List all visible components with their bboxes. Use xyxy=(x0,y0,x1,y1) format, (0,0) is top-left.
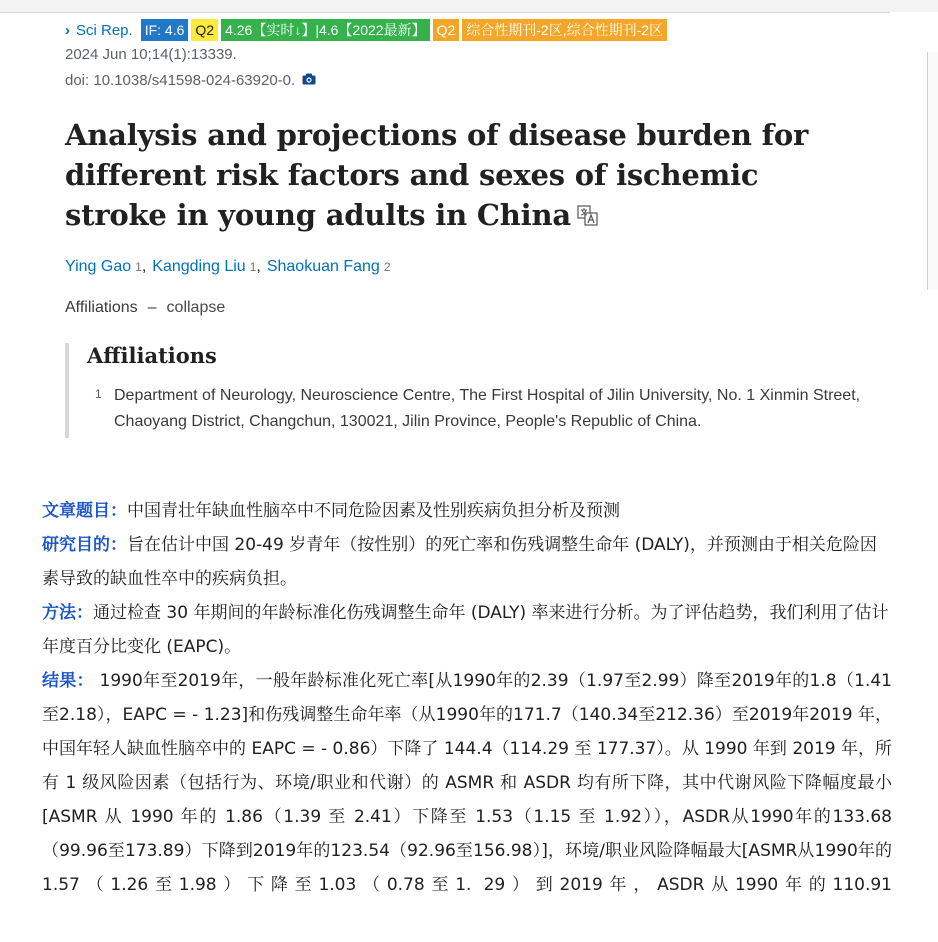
camera-icon[interactable] xyxy=(302,72,316,89)
quartile-badge[interactable]: Q2 xyxy=(191,19,218,41)
browser-top-strip xyxy=(0,0,890,13)
affiliation-text: Department of Neurology, Neuroscience Centre, The First Hospital of Jilin University, No. 1 Xinmin Street, Chaoyang District, Changchun, 130021, Jilin Province, People's Republic of China. xyxy=(114,387,861,430)
affiliation-number: 1 xyxy=(95,387,102,401)
author-separator: , xyxy=(141,258,147,275)
translation-result-text: 1990年至2019年，一般年龄标准化死亡率[从1990年的2.39（1.97至2.99）降至2019年的1.8（1.41至2.18），EAPC = - 1.23]和伤残调整生命年率（从1990年的171.7（140.34至212.36）至2019年2019 年，中国年轻人缺血性脑卒中的 EAPC = - 0.86）下降了 144.4（114.29 至 177.37）。从 1990 年到 2019 年，所有 1 级风险因素（包括行为、环境/职业和代谢）的 ASMR 和 ASDR 均有所下降，其中代谢风险下降幅度最小 [ASMR 从 1990 年的 1.86（1.39 至 2.41）下降至 1.53（1.15 至 1.92）），ASDR从1990年的133.68（99.96至173.89）下降到2019年的123.54（92.96至156.98）]，环境/职业风险降幅最大[ASMR从1990年的1.57（1.26至1.98）下降至1.03（0.78至1. 29）到2019年，ASDR从1990年的110.91 xyxy=(42,671,892,895)
translation-title-label: 文章题目： xyxy=(42,501,127,521)
citation-bar xyxy=(65,18,670,42)
toggle-dash: – xyxy=(147,299,157,316)
translation-result-label: 结果： xyxy=(42,671,94,691)
author-affiliation-sup[interactable]: 1 xyxy=(135,260,142,274)
translation-title xyxy=(42,494,892,528)
journal-zone-badge[interactable]: 综合性期刊-2区,综合性期刊-2区 xyxy=(462,19,667,41)
affiliations-panel xyxy=(65,343,869,438)
doi-line xyxy=(65,72,316,89)
browser-top-strip-right xyxy=(890,0,938,12)
author-separator: , xyxy=(256,258,261,275)
collapse-link[interactable]: collapse xyxy=(166,299,226,316)
author-affiliation-sup[interactable]: 1 xyxy=(249,260,257,274)
translation-title-text: 中国青壮年缺血性脑卒中不同危险因素及性别疾病负担分析及预测 xyxy=(127,501,620,521)
author-link[interactable]: Shaokuan Fang xyxy=(266,258,380,275)
translation-method xyxy=(42,596,892,664)
translate-icon[interactable] xyxy=(577,197,599,237)
author-list xyxy=(65,258,391,276)
translation-result xyxy=(42,664,892,902)
quartile-badge-2[interactable]: Q2 xyxy=(433,19,460,41)
author-link[interactable]: Kangding Liu xyxy=(152,258,246,275)
affiliations-toggle-label: Affiliations xyxy=(65,299,138,316)
author-link[interactable]: Ying Gao xyxy=(65,258,132,275)
article-title-text: Analysis and projections of disease burden for different risk factors and sexes of ischemic stroke in young adults in China xyxy=(65,118,809,232)
translation-purpose-text: 旨在估计中国 20-49 岁青年（按性别）的死亡率和伤残调整生命年 (DALY)，并预测由于相关危险因素导致的缺血性卒中的疾病负担。 xyxy=(42,535,877,589)
article-title xyxy=(65,115,865,237)
author-affiliation-sup[interactable]: 2 xyxy=(383,260,391,274)
side-scroll-panel[interactable] xyxy=(927,52,938,290)
chevron-right-icon[interactable]: › xyxy=(65,21,70,39)
journal-link[interactable]: Sci Rep. xyxy=(76,21,133,39)
translation-purpose xyxy=(42,528,892,596)
translation-purpose-label: 研究目的： xyxy=(42,535,127,555)
publication-date: 2024 Jun 10;14(1):13339. xyxy=(65,46,237,63)
cas-score-badge[interactable]: 4.26【实时↓】|4.6【2022最新】 xyxy=(221,19,430,41)
translation-method-label: 方法： xyxy=(42,603,93,623)
affiliations-toggle[interactable] xyxy=(65,299,225,317)
affiliations-heading: Affiliations xyxy=(87,343,217,368)
doi-text[interactable]: doi: 10.1038/s41598-024-63920-0. xyxy=(65,72,296,89)
impact-factor-badge[interactable]: IF: 4.6 xyxy=(141,19,189,41)
translation-method-text: 通过检查 30 年期间的年龄标准化伤残调整生命年 (DALY) 率来进行分析。为了评估趋势，我们利用了估计年度百分比变化 (EAPC)。 xyxy=(42,603,889,657)
